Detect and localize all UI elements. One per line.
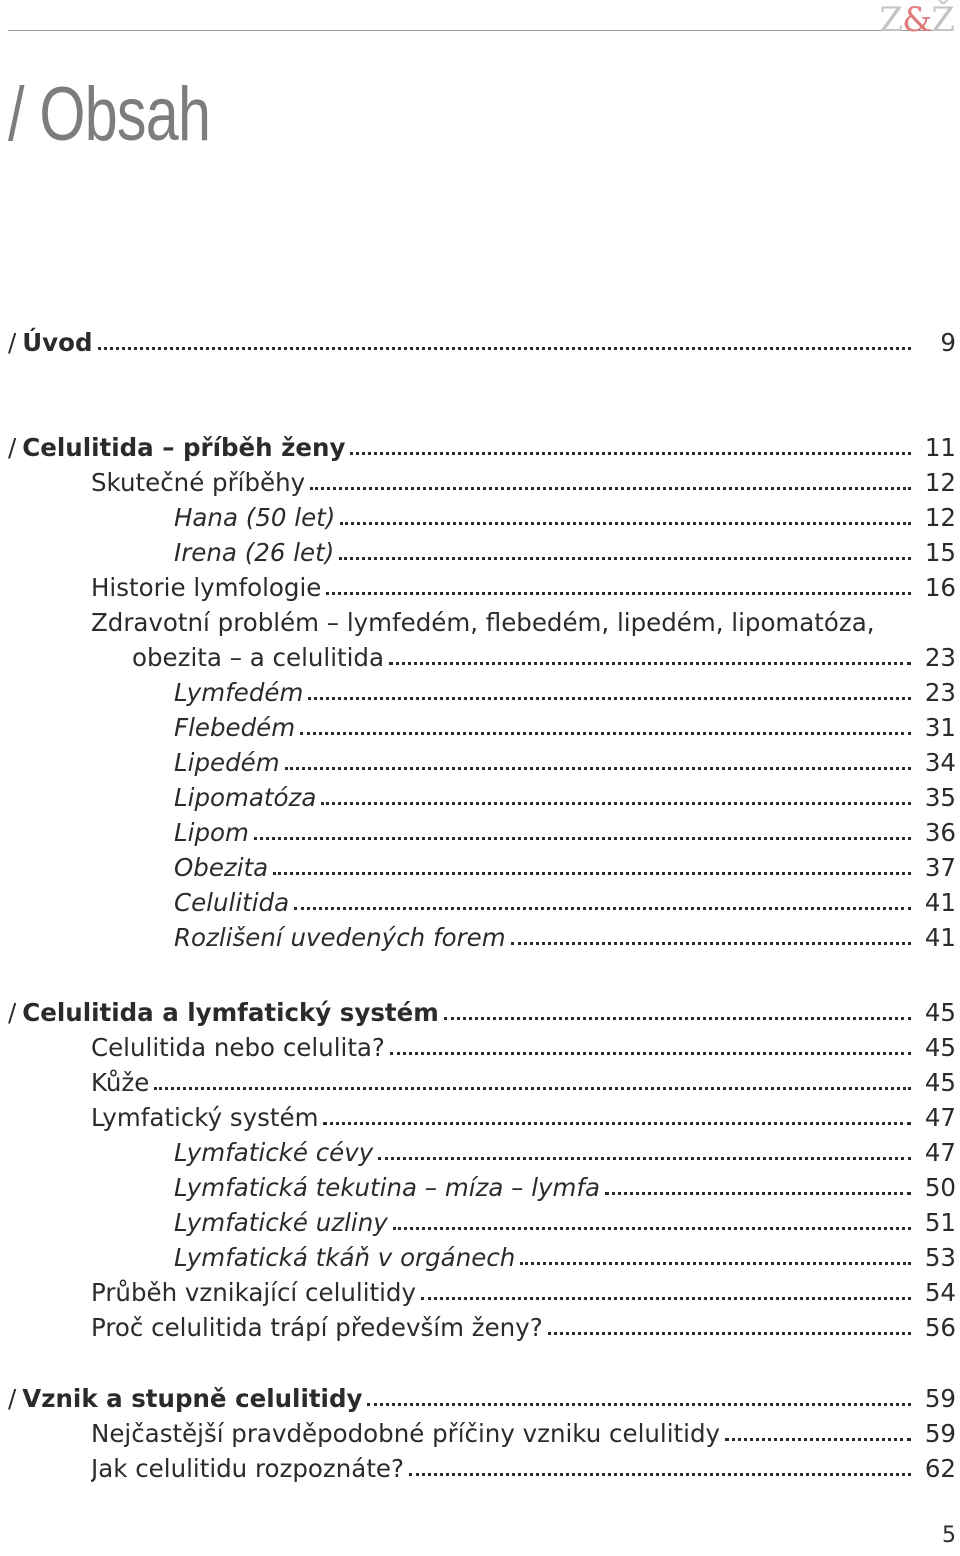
toc-entry [0, 1277, 960, 1309]
toc-entry-line [174, 817, 914, 849]
section-slash: / [8, 328, 17, 357]
toc-entry-line [174, 1207, 914, 1239]
toc-entry [0, 432, 960, 464]
toc-entry [0, 1067, 960, 1099]
toc-entry-line [174, 747, 914, 779]
toc-entry-title: Jak celulitidu rozpoznáte? [91, 1454, 404, 1483]
toc-entry-line [91, 1032, 914, 1064]
toc-entry-title: Lymfatické uzliny [174, 1208, 388, 1237]
toc-page-number: 16 [924, 573, 956, 602]
dot-leader [367, 1402, 911, 1406]
toc-page-number: 51 [924, 1208, 956, 1237]
toc-entry [0, 922, 960, 954]
toc-page-number: 31 [924, 713, 956, 742]
toc-entry [0, 1172, 960, 1204]
toc-entry-title: Zdravotní problém – lymfedém, flebedém, lipedém, lipomatóza, [91, 608, 875, 637]
toc-entry [0, 1102, 960, 1134]
toc-entry-title: Lipom [174, 818, 249, 847]
dot-leader [308, 696, 911, 700]
toc-entry-line [8, 1383, 914, 1415]
toc-entry-title: Celulitida a lymfatický systém [22, 998, 439, 1027]
toc-entry-line [174, 1172, 914, 1204]
toc-entry-line [91, 1277, 914, 1309]
toc-entry-title: Celulitida [174, 888, 290, 917]
toc-entry-title: Lymfedém [174, 678, 304, 707]
toc-entry-title: Hana (50 let) [174, 503, 336, 532]
dot-leader [390, 1051, 911, 1055]
toc-page-number: 23 [924, 678, 956, 707]
toc-page-number: 53 [924, 1243, 956, 1272]
toc-entry-title: Lymfatická tekutina – míza – lymfa [174, 1173, 601, 1202]
toc-entry-line [91, 1102, 914, 1134]
toc-entry-title: Vznik a stupně celulitidy [22, 1384, 363, 1413]
dot-leader [323, 1121, 911, 1125]
toc-page-number: 41 [924, 923, 956, 952]
toc-entry-title: Úvod [22, 328, 93, 357]
dot-leader [378, 1156, 911, 1160]
toc-entry-title: Lipedém [174, 748, 280, 777]
toc-page-number: 59 [924, 1419, 956, 1448]
dot-leader [285, 766, 911, 770]
toc-page-number: 23 [924, 643, 956, 672]
dot-leader [725, 1437, 911, 1441]
toc-entry-title: Nejčastější pravděpodobné příčiny vzniku celulitidy [91, 1419, 721, 1448]
section-slash: / [8, 433, 17, 462]
toc-entry [0, 852, 960, 884]
toc-entry [0, 1418, 960, 1450]
toc-entry-title: Lipomatóza [174, 783, 317, 812]
toc-entry [0, 1383, 960, 1415]
toc-entry [0, 782, 960, 814]
toc-entry [0, 607, 960, 639]
dot-leader [511, 941, 911, 945]
dot-leader [300, 731, 911, 735]
toc-entry-line [91, 607, 914, 639]
toc-page-number: 45 [924, 998, 956, 1027]
dot-leader [98, 346, 912, 350]
toc-entry-line [8, 432, 914, 464]
toc-entry [0, 1207, 960, 1239]
dot-leader [389, 661, 911, 665]
dot-leader [548, 1331, 911, 1335]
toc-page-number: 50 [924, 1173, 956, 1202]
page-number: 5 [942, 1523, 956, 1548]
toc-page-number: 59 [924, 1384, 956, 1413]
toc-entry [0, 677, 960, 709]
toc-entry [0, 642, 960, 674]
toc-page-number: 15 [924, 538, 956, 567]
toc-entry-title: Kůže [91, 1068, 150, 1097]
toc-page-number: 12 [924, 503, 956, 532]
toc-entry-line [91, 572, 914, 604]
toc-entry-title: obezita – a celulitida [132, 643, 384, 672]
dot-leader [321, 801, 911, 805]
toc-page-number: 11 [924, 433, 956, 462]
dot-leader [339, 556, 911, 560]
toc-entry-line [91, 1418, 914, 1450]
toc-page-number: 47 [924, 1138, 956, 1167]
dot-leader [444, 1016, 911, 1020]
toc-entry-line [174, 502, 914, 534]
toc-entry-line [174, 887, 914, 919]
toc-entry-title: Obezita [174, 853, 269, 882]
toc-entry [0, 997, 960, 1029]
toc-entry-line [91, 1312, 914, 1344]
section-slash: / [8, 998, 17, 1027]
toc-page-number: 12 [924, 468, 956, 497]
toc-entry-line [174, 712, 914, 744]
dot-leader [421, 1296, 911, 1300]
toc-entry [0, 467, 960, 499]
dot-leader [605, 1191, 911, 1195]
toc-entry-title: Průběh vznikající celulitidy [91, 1278, 416, 1307]
toc-entry-title: Historie lymfologie [91, 573, 322, 602]
toc-entry-line [174, 782, 914, 814]
toc-entry [0, 502, 960, 534]
toc-page-number: 36 [924, 818, 956, 847]
toc-entry-line [174, 537, 914, 569]
toc-entry-title: Celulitida – příběh ženy [22, 433, 346, 462]
toc-entry-line [91, 1453, 914, 1485]
toc-entry-line [174, 1242, 914, 1274]
toc-page-number: 34 [924, 748, 956, 777]
toc-entry-title: Flebedém [174, 713, 296, 742]
toc-entry-title: Irena (26 let) [174, 538, 335, 567]
toc-entry [0, 817, 960, 849]
toc-entry-title: Celulitida nebo celulita? [91, 1033, 385, 1062]
toc-entry [0, 747, 960, 779]
toc-entry-line [174, 852, 914, 884]
dot-leader [326, 591, 911, 595]
toc-page-number: 47 [924, 1103, 956, 1132]
toc-page-number: 54 [924, 1278, 956, 1307]
publisher-logo: Z&Ž [879, 0, 954, 40]
dot-leader [154, 1086, 911, 1090]
dot-leader [294, 906, 911, 910]
toc-entry-title: Lymfatický systém [91, 1103, 319, 1132]
toc-entry-line [174, 1137, 914, 1169]
toc-entry [0, 1032, 960, 1064]
dot-leader [409, 1472, 911, 1476]
toc-page-number: 35 [924, 783, 956, 812]
toc-entry [0, 537, 960, 569]
toc-entry-line [91, 1067, 914, 1099]
toc-entry [0, 1453, 960, 1485]
dot-leader [520, 1261, 911, 1265]
toc-page-number: 56 [924, 1313, 956, 1342]
section-slash: / [8, 1384, 17, 1413]
toc-entry-title: Proč celulitida trápí především ženy? [91, 1313, 543, 1342]
toc-entry-title: Skutečné příběhy [91, 468, 306, 497]
toc-entry [0, 712, 960, 744]
toc-page-number: 9 [940, 328, 956, 357]
toc-entry [0, 1242, 960, 1274]
toc-entry-title: Lymfatické cévy [174, 1138, 374, 1167]
dot-leader [254, 836, 911, 840]
dot-leader [273, 871, 911, 875]
toc-entry-line [174, 677, 914, 709]
toc-entry-line [8, 327, 914, 359]
header-rule [8, 30, 952, 31]
toc-page-number [914, 607, 956, 639]
page-title: / Obsah [8, 72, 211, 157]
toc-entry-title: Lymfatická tkáň v orgánech [174, 1243, 516, 1272]
toc-entry [0, 572, 960, 604]
dot-leader [310, 486, 911, 490]
toc-page-number: 41 [924, 888, 956, 917]
toc-entry-line [8, 997, 914, 1029]
toc-entry [0, 1137, 960, 1169]
toc-entry [0, 887, 960, 919]
dot-leader [340, 521, 911, 525]
toc-entry [0, 1312, 960, 1344]
dot-leader [393, 1226, 911, 1230]
toc-entry [0, 327, 960, 359]
toc-entry-line [132, 642, 914, 674]
dot-leader [350, 451, 911, 455]
toc-page-number: 37 [924, 853, 956, 882]
toc-page-number: 62 [924, 1454, 956, 1483]
toc-entry-line [174, 922, 914, 954]
toc-entry-line [91, 467, 914, 499]
toc-entry-title: Rozlišení uvedených forem [174, 923, 506, 952]
toc-page-number: 45 [924, 1068, 956, 1097]
toc-page-number: 45 [924, 1033, 956, 1062]
